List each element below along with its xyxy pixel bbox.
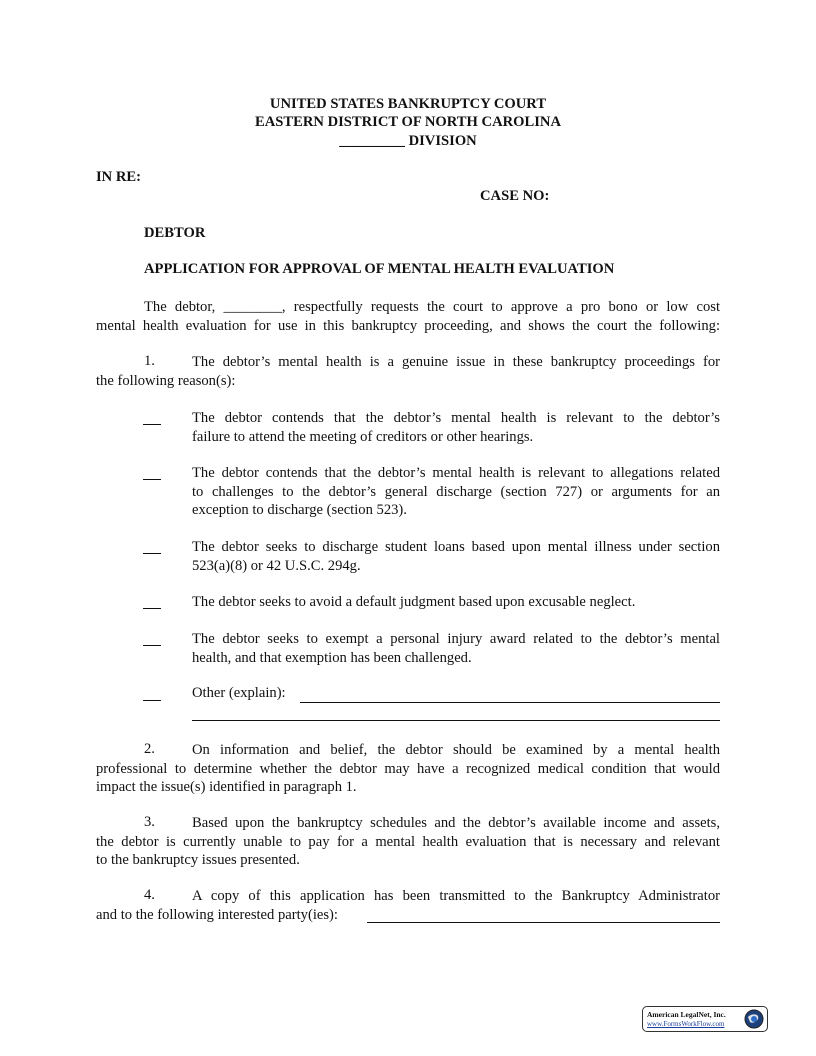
- para4: [96, 887, 720, 924]
- para3-number: 3.: [144, 814, 155, 830]
- other-explain-field-line-2[interactable]: [192, 720, 720, 721]
- reason-line: failure to attend the meeting of creditors or other hearings.: [192, 428, 534, 445]
- other-checkbox-blank[interactable]: [143, 700, 161, 701]
- reason-item: [192, 630, 720, 667]
- logo-url-link[interactable]: www.FormsWorkFlow.com: [647, 1020, 725, 1028]
- para4-line-1: A copy of this application has been transmitted to the Bankruptcy Administrator: [192, 888, 720, 904]
- para3: [96, 814, 720, 870]
- para1-number: 1.: [144, 353, 155, 369]
- other-label: Other (explain):: [192, 685, 286, 701]
- reason-line: exception to discharge (section 523).: [192, 502, 407, 518]
- reason-line: health, and that exemption has been challenged.: [192, 649, 472, 666]
- reason-item: [192, 593, 720, 612]
- reason-checkbox-blank[interactable]: [143, 608, 161, 609]
- in-re-label: IN RE:: [96, 169, 141, 185]
- court-name: UNITED STATES BANKRUPTCY COURT: [269, 96, 547, 112]
- para2-line-1: On information and belief, the debtor should be examined by a mental health: [192, 742, 720, 758]
- intro-paragraph: [96, 298, 720, 335]
- reason-line: The debtor seeks to discharge student loans based upon mental illness under section: [192, 539, 720, 555]
- logo-company-name: American LegalNet, Inc.: [647, 1010, 726, 1019]
- american-legalnet-logo: [642, 1006, 768, 1032]
- para3-line-1: Based upon the bankruptcy schedules and the debtor’s available income and assets,: [192, 815, 720, 831]
- para2: [96, 741, 720, 797]
- reason-checkbox-blank[interactable]: [143, 424, 161, 425]
- reason-line: to challenges to the debtor’s general discharge (section 727) or arguments for an: [192, 483, 720, 500]
- para4-number: 4.: [144, 887, 155, 903]
- para3-line-3: to the bankruptcy issues presented.: [96, 852, 300, 868]
- globe-icon: [744, 1009, 764, 1029]
- para1-line-1: The debtor’s mental health is a genuine issue in these bankruptcy proceedings for: [192, 354, 720, 370]
- para2-number: 2.: [144, 741, 155, 757]
- reason-item: [192, 538, 720, 575]
- interested-parties-field[interactable]: [367, 922, 720, 923]
- reason-checkbox-blank[interactable]: [143, 645, 161, 646]
- other-explain-field[interactable]: [300, 702, 720, 703]
- reason-line: The debtor contends that the debtor’s mental health is relevant to allegations related: [192, 465, 720, 481]
- reason-checkbox-blank[interactable]: [143, 553, 161, 554]
- para1-line-2: the following reason(s):: [96, 372, 236, 389]
- case-no-label: CASE NO:: [480, 188, 550, 204]
- reason-line: The debtor contends that the debtor’s mental health is relevant to the debtor’s: [192, 410, 720, 426]
- reason-item: [192, 464, 720, 520]
- intro-line-1: The debtor, ________, respectfully requests the court to approve a pro bono or low cost: [144, 299, 720, 315]
- reason-line: 523(a)(8) or 42 U.S.C. 294g.: [192, 557, 361, 574]
- intro-line-2: mental health evaluation for use in this bankruptcy proceeding, and shows the court the following:: [96, 317, 720, 334]
- para1: [96, 353, 720, 390]
- court-district: EASTERN DISTRICT OF NORTH CAROLINA: [254, 114, 561, 130]
- para2-line-2: professional to determine whether the debtor may have a recognized medical condition that would: [96, 760, 720, 777]
- reason-line: The debtor seeks to exempt a personal injury award related to the debtor’s mental: [192, 631, 720, 647]
- document-title: APPLICATION FOR APPROVAL OF MENTAL HEALTH EVALUATION: [144, 261, 615, 277]
- debtor-label: DEBTOR: [144, 225, 206, 241]
- para3-line-2: the debtor is currently unable to pay for a mental health evaluation that is necessary and relevant: [96, 833, 720, 850]
- para4-line-2: and to the following interested party(ies):: [96, 906, 338, 923]
- reason-line: The debtor seeks to avoid a default judgment based upon excusable neglect.: [192, 594, 636, 610]
- reason-item: [192, 409, 720, 446]
- reason-checkbox-blank[interactable]: [143, 479, 161, 480]
- court-division: _________ DIVISION: [339, 133, 477, 149]
- para2-line-3: impact the issue(s) identified in paragraph 1.: [96, 779, 357, 795]
